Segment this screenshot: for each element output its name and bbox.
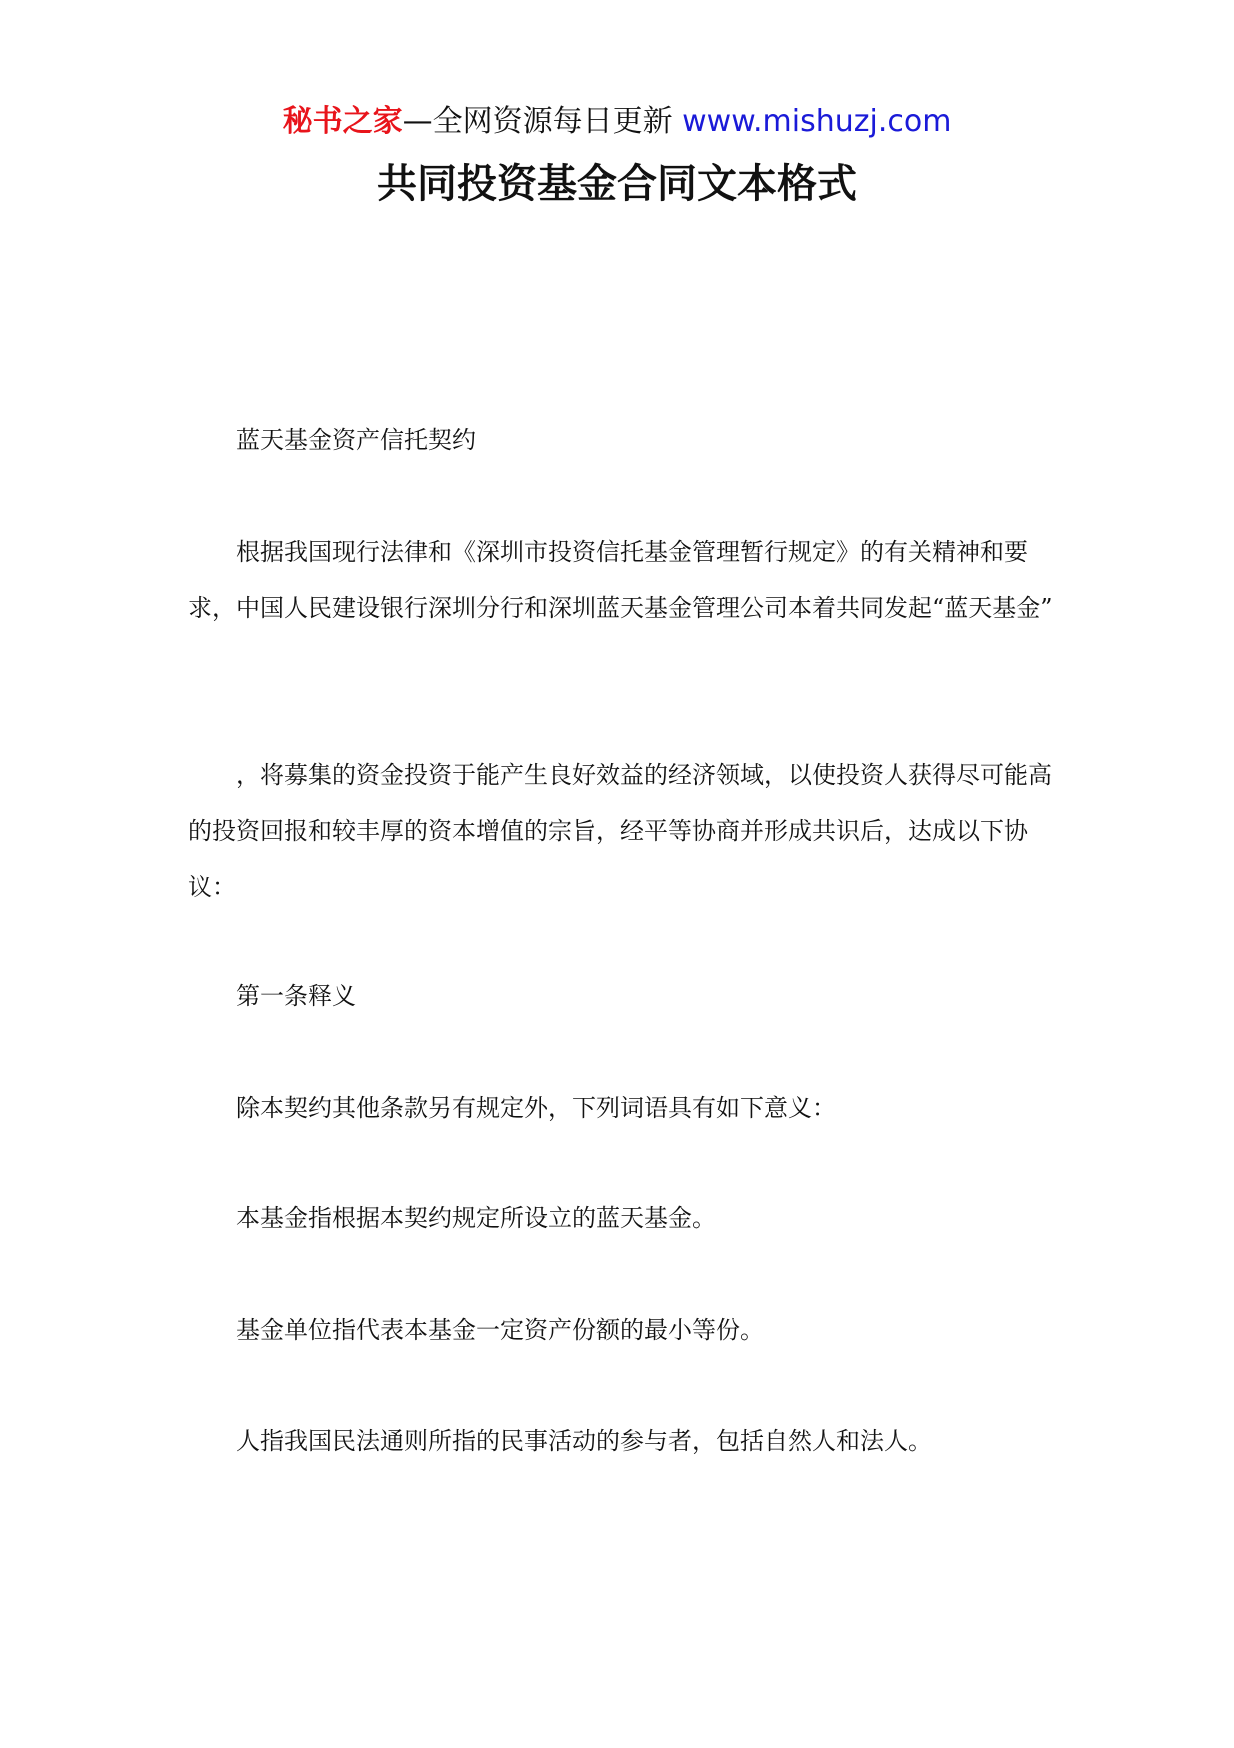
brand-name: 秘书之家 [282, 104, 403, 139]
paragraph-definition-unit: 基金单位指代表本基金一定资产份额的最小等份。 [236, 1316, 764, 1344]
site-slogan: —全网资源每日更新 [402, 104, 673, 139]
paragraph-definition-fund: 本基金指根据本契约规定所设立的蓝天基金。 [236, 1204, 716, 1232]
site-url-link[interactable]: www.mishuzj.com [682, 104, 952, 139]
paragraph-purpose: ，将募集的资金投资于能产生良好效益的经济领域，以使投资人获得尽可能高的投资回报和较丰厚的资本增值的宗旨，经平等协商并形成共识后，达成以下协议： [188, 761, 1052, 901]
site-header [0, 102, 1234, 142]
paragraph-definition-person: 人指我国民法通则所指的民事活动的参与者，包括自然人和法人。 [236, 1427, 932, 1455]
paragraph-definitions-intro: 除本契约其他条款另有规定外，下列词语具有如下意义： [236, 1094, 836, 1122]
paragraph-article-1-heading: 第一条释义 [236, 982, 356, 1010]
document-title: 共同投资基金合同文本格式 [377, 161, 857, 207]
paragraph-preamble: 根据我国现行法律和《深圳市投资信托基金管理暂行规定》的有关精神和要求，中国人民建设银行深圳分行和深圳蓝天基金管理公司本着共同发起“蓝天基金” [188, 538, 1053, 622]
paragraph-contract-title: 蓝天基金资产信托契约 [236, 426, 476, 454]
